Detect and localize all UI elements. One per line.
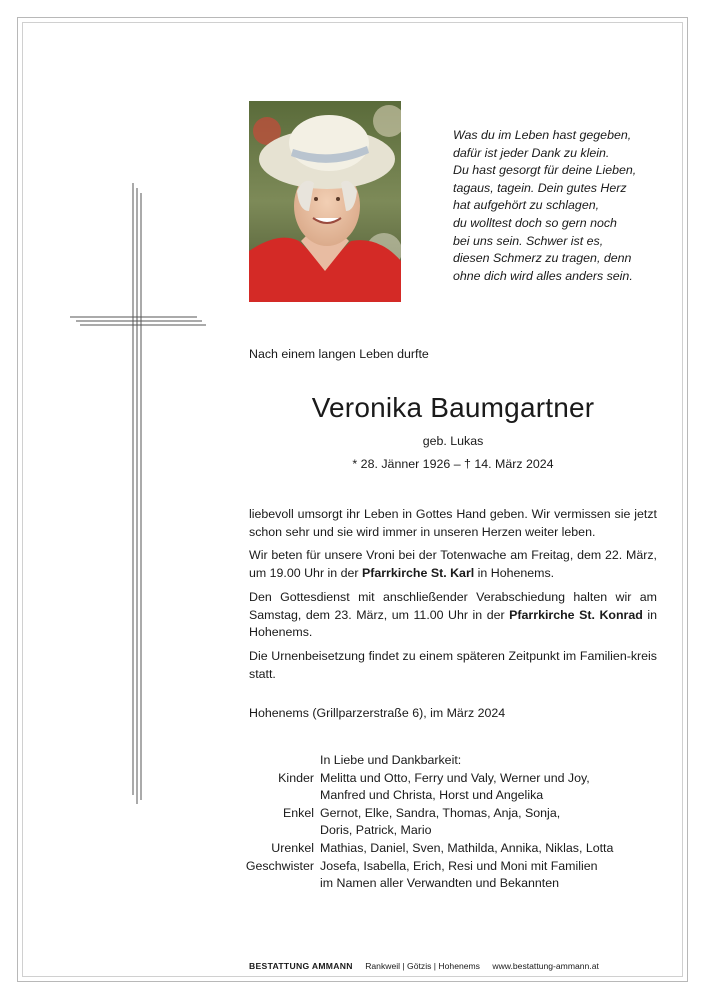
poem-line: ohne dich wird alles anders sein. [453, 268, 633, 283]
relation-label: Enkel [283, 805, 314, 820]
relation-names: Gernot, Elke, Sandra, Thomas, Anja, Sonja, [320, 805, 561, 820]
relation-label: Geschwister [245, 858, 314, 873]
paragraph [249, 589, 657, 642]
closing-line: im Namen aller Verwandten und Bekannten [320, 876, 560, 891]
locations: Rankweil | Götzis | Hohenems [365, 961, 480, 971]
church-name: Pfarrkirche St. Konrad [509, 607, 643, 622]
poem-line: bei uns sein. Schwer ist es, [453, 233, 604, 248]
paragraph: Die Urnenbeisetzung findet zu einem späteren Zeitpunkt im Familien-kreis statt. [249, 648, 657, 681]
poem-line: hat aufgehört zu schlagen, [453, 198, 600, 213]
poem-line: Was du im Leben hast gegeben, [453, 128, 632, 142]
text: Den Gottesdienst mit anschließender Verabschiedung halten wir am Samstag, dem 23. März, um 11.00 Uhr in der [249, 589, 657, 622]
text: Wir beten für unsere Vroni bei der Totenwache am Freitag, dem 22. März, um 19.00 Uhr in der [249, 548, 657, 581]
website-link[interactable]: www.bestattung-ammann.at [492, 961, 599, 971]
portrait-photo [249, 101, 401, 302]
family-list [240, 752, 613, 893]
thanks-line: In Liebe und Dankbarkeit: [320, 753, 462, 767]
intro-text: Nach einem langen Leben durfte [249, 347, 429, 361]
relation-label: Kinder [278, 770, 314, 785]
relation-names: Mathias, Daniel, Sven, Mathilda, Annika, Niklas, Lotta [320, 840, 614, 855]
brand-name: BESTATTUNG [249, 961, 310, 971]
poem-line: du wolltest doch so gern noch [453, 215, 617, 230]
poem-line: diesen Schmerz zu tragen, denn [453, 251, 632, 266]
text: in Hohenems. [474, 566, 555, 581]
poem-line: tagaus, tagein. Dein gutes Herz [453, 180, 627, 195]
place-date: Hohenems (Grillparzerstraße 6), im März 2024 [249, 706, 506, 720]
relation-names: Melitta und Otto, Ferry und Valy, Werner und Joy, [320, 770, 590, 785]
church-name: Pfarrkirche St. Karl [361, 566, 475, 581]
birth-name: geb. Lukas [422, 434, 484, 448]
deceased-name: Veronika Baumgartner [311, 392, 595, 423]
relation-label: Urenkel [271, 840, 314, 855]
announcement-body [249, 506, 657, 689]
poem-line: dafür ist jeder Dank zu klein. [453, 145, 610, 160]
brand-name: AMMANN [311, 961, 353, 971]
life-dates: * 28. Jänner 1926 – † 14. März 2024 [352, 457, 554, 471]
footer [249, 961, 599, 971]
relation-names: Doris, Patrick, Mario [320, 823, 432, 838]
relation-names: Manfred und Christa, Horst und Angelika [320, 788, 544, 803]
paragraph [249, 547, 657, 582]
cross-icon [60, 180, 210, 810]
paragraph: liebevoll umsorgt ihr Leben in Gottes Hand geben. Wir vermissen sie jetzt schon sehr und sie wird immer in unseren Herzen weiter leben. [249, 507, 657, 539]
poem [453, 127, 673, 285]
text: in Hohenems. [249, 607, 657, 640]
poem-line: Du hast gesorgt für deine Lieben, [453, 163, 637, 178]
relation-names: Josefa, Isabella, Erich, Resi und Moni mit Familien [320, 858, 598, 873]
